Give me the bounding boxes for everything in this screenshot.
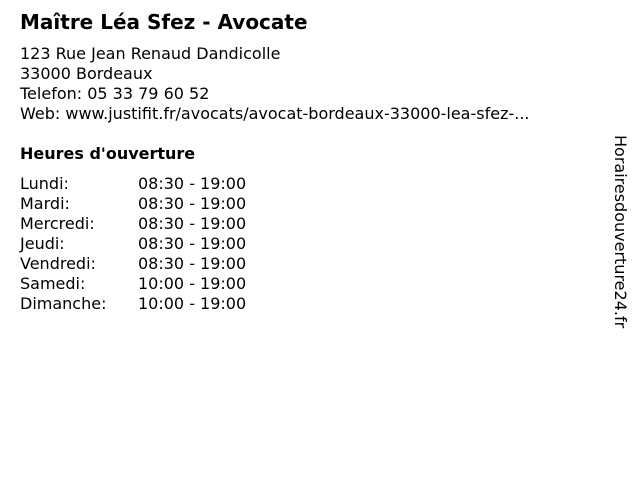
day-label: Dimanche: (20, 294, 107, 313)
time-range: 10:00 - 19:00 (138, 294, 247, 313)
day-label: Mercredi: (20, 214, 95, 233)
address-block (20, 44, 530, 124)
hours-row-tuesday (20, 194, 280, 214)
phone-number: Telefon: 05 33 79 60 52 (20, 84, 210, 103)
hours-row-saturday (20, 274, 280, 294)
hours-row-sunday (20, 294, 280, 314)
time-range: 10:00 - 19:00 (138, 274, 247, 293)
brand-watermark: Horairesdouverture24.fr (611, 135, 630, 329)
time-range: 08:30 - 19:00 (138, 254, 247, 273)
time-range: 08:30 - 19:00 (138, 194, 247, 213)
website-link[interactable]: Web: www.justifit.fr/avocats/avocat-bordeaux-33000-lea-sfez-... (20, 104, 530, 123)
day-label: Vendredi: (20, 254, 96, 273)
time-range: 08:30 - 19:00 (138, 174, 247, 193)
hours-row-monday (20, 174, 280, 194)
day-label: Samedi: (20, 274, 86, 293)
time-range: 08:30 - 19:00 (138, 234, 247, 253)
day-label: Lundi: (20, 174, 69, 193)
hours-heading: Heures d'ouverture (20, 144, 196, 163)
page-title: Maître Léa Sfez - Avocate (20, 10, 308, 34)
hours-row-wednesday (20, 214, 280, 234)
hours-row-friday (20, 254, 280, 274)
day-label: Jeudi: (20, 234, 65, 253)
time-range: 08:30 - 19:00 (138, 214, 247, 233)
city-postal: 33000 Bordeaux (20, 64, 153, 83)
street-address: 123 Rue Jean Renaud Dandicolle (20, 44, 281, 63)
hours-table (20, 174, 280, 314)
day-label: Mardi: (20, 194, 70, 213)
hours-row-thursday (20, 234, 280, 254)
